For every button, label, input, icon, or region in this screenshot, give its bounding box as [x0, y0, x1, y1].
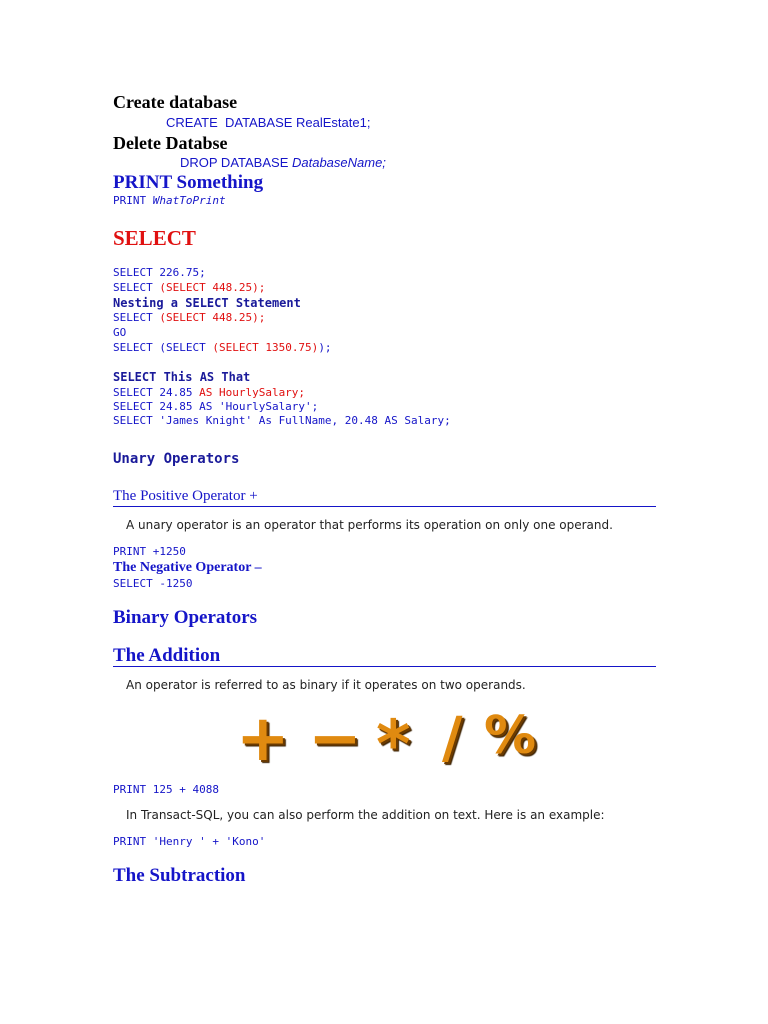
select-negative-code: SELECT -1250 — [113, 577, 193, 590]
addition-heading: The Addition — [113, 645, 221, 666]
select-subquery: (SELECT 448.25); — [159, 281, 266, 294]
text-addition-note: In Transact-SQL, you can also perform the addition on text. Here is an example: — [126, 808, 605, 822]
create-database-code: CREATE DATABASE RealEstate1; — [166, 115, 371, 130]
plus-operator-icon: + — [236, 702, 290, 776]
minus-operator-icon: − — [308, 702, 362, 776]
binary-description: An operator is referred to as binary if it operates on two operands. — [126, 678, 526, 692]
subtraction-heading: The Subtraction — [113, 865, 246, 886]
select-subquery: (SELECT 1350.75) — [212, 341, 319, 354]
positive-operator-heading: The Positive Operator + — [113, 488, 258, 504]
nesting-heading: Nesting a SELECT Statement — [113, 296, 301, 310]
operators-graphic — [230, 702, 540, 783]
select-as-heading: SELECT This AS That — [113, 370, 251, 384]
unary-description: A unary operator is an operator that performs its operation on only one operand. — [126, 518, 613, 532]
print-something-heading: PRINT Something — [113, 172, 264, 193]
binary-operators-heading: Binary Operators — [113, 607, 258, 628]
select-code-line-1: SELECT 226.75; — [113, 266, 206, 279]
select-heading: SELECT — [113, 226, 196, 250]
modulo-operator-icon: % — [484, 706, 537, 766]
drop-database-placeholder: DatabaseName; — [291, 155, 386, 170]
divide-operator-icon: / — [442, 706, 463, 771]
drop-database-code — [180, 155, 386, 170]
print-placeholder: WhatToPrint — [152, 194, 226, 207]
addition-rule — [113, 666, 656, 667]
print-keyword: PRINT — [113, 194, 153, 207]
select-as-line-1 — [113, 386, 305, 399]
select-code-line-4 — [113, 341, 332, 354]
multiply-operator-icon: * — [376, 706, 411, 783]
select-alias: AS HourlySalary; — [199, 386, 306, 399]
select-keyword: SELECT — [113, 311, 160, 324]
positive-operator-rule — [113, 506, 656, 507]
select-as-line-2: SELECT 24.85 AS 'HourlySalary'; — [113, 400, 319, 413]
select-subquery: (SELECT 448.25); — [159, 311, 266, 324]
select-keyword: SELECT (SELECT — [113, 341, 213, 354]
print-text-addition-code: PRINT 'Henry ' + 'Kono' — [113, 835, 266, 848]
select-code-line-2 — [113, 281, 265, 294]
print-positive-code: PRINT +1250 — [113, 545, 186, 558]
unary-operators-heading: Unary Operators — [113, 451, 240, 467]
select-code-line-3 — [113, 311, 265, 324]
select-as-line-3: SELECT 'James Knight' As FullName, 20.48 AS Salary; — [113, 414, 451, 427]
select-keyword: SELECT — [113, 281, 160, 294]
select-closing: ); — [318, 341, 332, 354]
negative-operator-heading: The Negative Operator – — [113, 560, 262, 575]
delete-database-heading: Delete Databse — [113, 133, 228, 153]
print-addition-code: PRINT 125 + 4088 — [113, 783, 219, 796]
create-database-heading: Create database — [113, 92, 238, 112]
drop-database-keyword: DROP DATABASE — [180, 155, 292, 170]
print-something-code — [113, 194, 226, 207]
select-keyword: SELECT 24.85 — [113, 386, 200, 399]
go-keyword: GO — [113, 326, 127, 339]
